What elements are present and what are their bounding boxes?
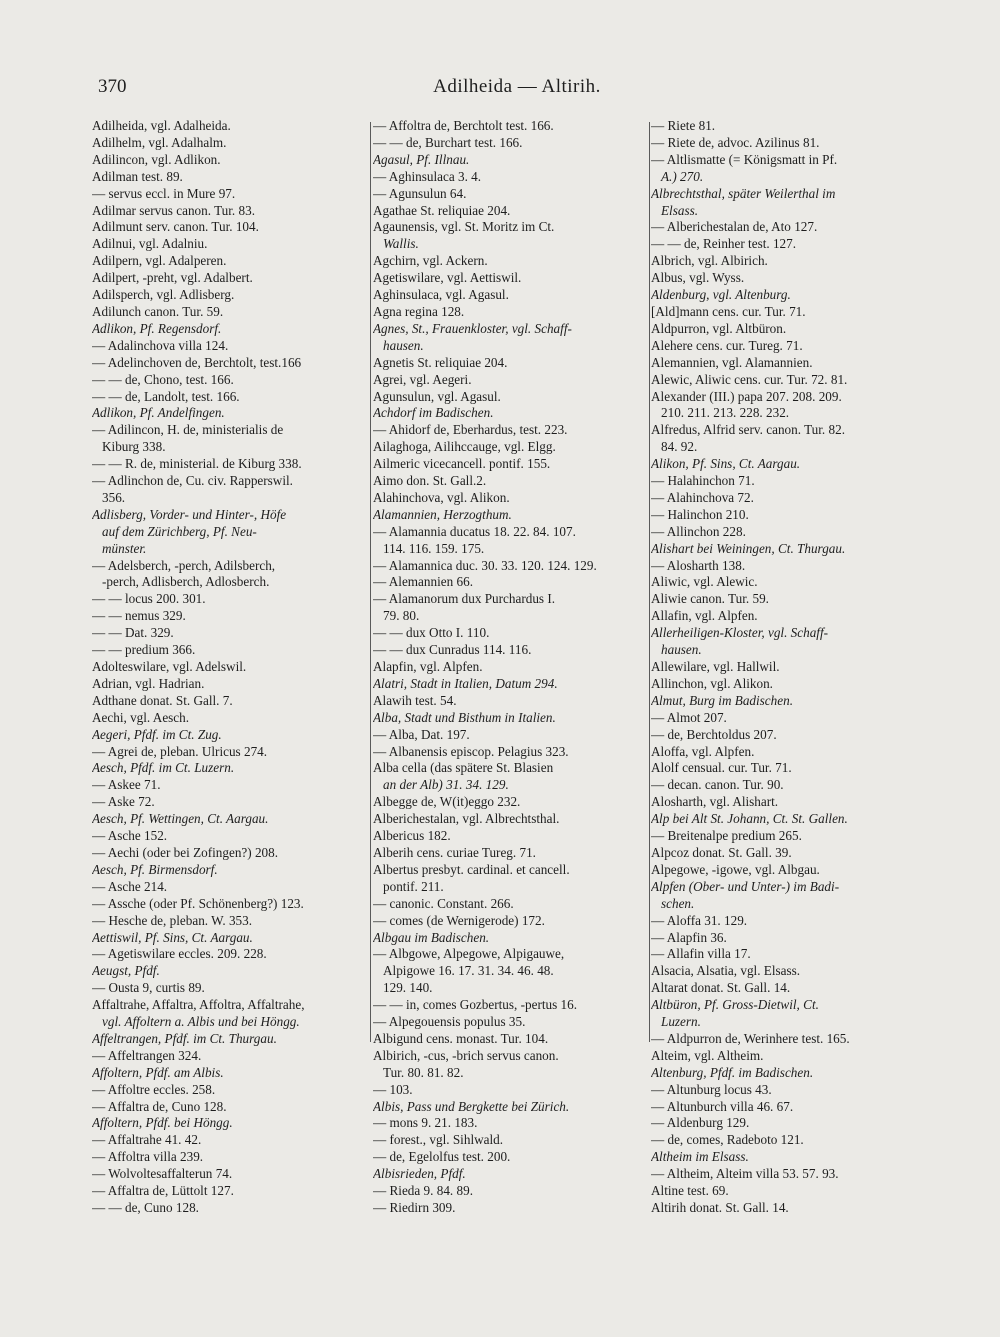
index-entry-line: hausen. [661, 642, 702, 658]
index-entry-line: — — de, Chono, test. 166. [92, 371, 234, 387]
index-entry-line: — Aechi (oder bei Zofingen?) 208. [92, 844, 279, 860]
index-entry-line: — Altunburch villa 46. 67. [651, 1098, 794, 1114]
index-entry-line: — Halinchon 210. [651, 506, 749, 522]
index-entry-line: an der Alb) 31. 34. 129. [383, 777, 509, 793]
index-entry-line: Alpegowe, -igowe, vgl. Albgau. [651, 861, 820, 877]
index-entry-line: Alamannien, Herzogthum. [373, 506, 512, 522]
index-entry-line: Adilmar servus canon. Tur. 83. [92, 202, 256, 218]
index-entry-line: — Affaltra de, Lüttolt 127. [92, 1183, 234, 1199]
index-entry-line: Affoltern, Pfdf. bei Höngg. [92, 1115, 233, 1131]
index-entry-line: Aegeri, Pfdf. im Ct. Zug. [92, 726, 222, 742]
index-entry-line: Adilincon, vgl. Adlikon. [92, 151, 221, 167]
index-entry-line: Aesch, Pf. Birmensdorf. [92, 861, 218, 877]
index-entry-line: -perch, Adlisberch, Adlosberch. [102, 574, 270, 590]
index-entry-line: [Ald]mann cens. cur. Tur. 71. [651, 303, 806, 319]
index-entry-line: Alp bei Alt St. Johann, Ct. St. Gallen. [651, 811, 848, 827]
index-entry-line: — Assche (oder Pf. Schönenberg?) 123. [92, 895, 304, 911]
index-entry-line: Alsacia, Alsatia, vgl. Elsass. [651, 963, 801, 979]
index-entry-line: Adlisberg, Vorder- und Hinter-, Höfe [92, 506, 287, 522]
index-entry-line: — de, Egelolfus test. 200. [373, 1149, 511, 1165]
index-entry-line: Affaltrahe, Affaltra, Affoltra, Affaltrahe, [92, 997, 305, 1013]
column-divider [649, 122, 650, 1042]
index-entry-line: — — de, Burchart test. 166. [373, 134, 523, 150]
index-entry-line: — Alemannien 66. [373, 574, 473, 590]
index-entry-line: Adilman test. 89. [92, 168, 183, 184]
index-entry-line: Adilhelm, vgl. Adalhalm. [92, 134, 227, 150]
index-entry-line: Aeugst, Pfdf. [92, 963, 160, 979]
index-entry-line: — Alahinchova 72. [651, 489, 754, 505]
index-entry-line: Achdorf im Badischen. [373, 405, 494, 421]
index-entry-line: Albrechtsthal, später Weilerthal im [651, 185, 836, 201]
index-entry-line: — Alamannia ducatus 18. 22. 84. 107. [373, 523, 576, 539]
index-entry-line: Albegge de, W(it)eggo 232. [373, 794, 521, 810]
index-entry-line: Alexander (III.) papa 207. 208. 209. [651, 388, 842, 404]
index-entry-line: — canonic. Constant. 266. [373, 895, 514, 911]
index-entry-line: — — predium 366. [92, 642, 196, 658]
index-entry-line: hausen. [383, 337, 424, 353]
index-entry-line: — — nemus 329. [92, 608, 186, 624]
index-entry-line: — Allinchon 228. [651, 523, 746, 539]
index-entry-line: — Adlinchon de, Cu. civ. Rapperswil. [92, 473, 293, 489]
index-entry-line: — Altunburg locus 43. [651, 1081, 772, 1097]
index-entry-line: — Alapfin 36. [651, 929, 727, 945]
index-entry-line: Agunsulun, vgl. Agasul. [373, 388, 501, 404]
index-entry-line: — Alpegouensis populus 35. [373, 1014, 526, 1030]
index-column-3 [651, 118, 933, 1217]
index-entry-line: Aghinsulaca, vgl. Agasul. [373, 287, 509, 303]
index-entry-line: vgl. Affoltern a. Albis und bei Höngg. [102, 1014, 300, 1030]
index-entry-line: Alberih cens. curiae Tureg. 71. [373, 844, 536, 860]
index-entry-line: — Adilincon, H. de, ministerialis de [92, 422, 284, 438]
index-entry-line: Aliwie canon. Tur. 59. [651, 591, 769, 607]
index-entry-line: Alewic, Aliwic cens. cur. Tur. 72. 81. [651, 371, 848, 387]
index-entry-line: — — in, comes Gozbertus, -pertus 16. [373, 997, 578, 1013]
index-entry-line: Altenburg, Pfdf. im Badischen. [651, 1064, 814, 1080]
index-entry-line: — Albanensis episcop. Pelagius 323. [373, 743, 569, 759]
index-entry-line: — Alamanorum dux Purchardus I. [373, 591, 556, 607]
index-entry-line: Adilpert, -preht, vgl. Adalbert. [92, 270, 253, 286]
index-entry-line: — — locus 200. 301. [92, 591, 206, 607]
index-entry-line: — Asche 152. [92, 828, 168, 844]
index-entry-line: schen. [661, 895, 695, 911]
page-number: 370 [98, 76, 127, 97]
index-entry-line: — forest., vgl. Sihlwald. [373, 1132, 504, 1148]
index-entry-line: — Askee 71. [92, 777, 161, 793]
index-entry-line: — Rieda 9. 84. 89. [373, 1183, 473, 1199]
index-entry-line: Adlikon, Pf. Regensdorf. [92, 320, 222, 336]
index-entry-line: Elsass. [661, 202, 699, 218]
index-entry-line: Altheim im Elsass. [651, 1149, 749, 1165]
index-entry-line: — Aloffa 31. 129. [651, 912, 748, 928]
index-entry-line: Allewilare, vgl. Hallwil. [651, 659, 780, 674]
index-entry-line: — Affoltra villa 239. [92, 1149, 204, 1165]
index-entry-line: Adthane donat. St. Gall. 7. [92, 692, 233, 708]
index-entry-line: — — dux Otto I. 110. [373, 625, 490, 641]
index-entry-line: Adilheida, vgl. Adalheida. [92, 118, 231, 133]
index-entry-line: — Riedirn 309. [373, 1200, 456, 1215]
index-entry-line: Adilsperch, vgl. Adlisberg. [92, 287, 235, 303]
index-entry-line: Almut, Burg im Badischen. [651, 692, 793, 708]
index-entry-line: A.) 270. [661, 168, 704, 184]
index-entry-line: — Agunsulun 64. [373, 185, 467, 201]
index-entry-line: Affoltern, Pfdf. am Albis. [92, 1064, 224, 1080]
index-entry-line: Alpcoz donat. St. Gall. 39. [651, 844, 792, 860]
index-entry-line: Alishart bei Weiningen, Ct. Thurgau. [651, 540, 846, 556]
index-entry-line: — de, comes, Radeboto 121. [651, 1132, 804, 1148]
index-entry-line: Alba, Stadt und Bisthum in Italien. [373, 709, 556, 725]
index-column-2 [373, 118, 643, 1217]
index-entry-line: — 103. [373, 1081, 413, 1097]
index-entry-line: Agchirn, vgl. Ackern. [373, 253, 488, 269]
index-entry-line: — Allafin villa 17. [651, 946, 751, 962]
index-entry-line: Alatri, Stadt in Italien, Datum 294. [373, 675, 558, 691]
index-entry-line: Albigund cens. monast. Tur. 104. [373, 1030, 549, 1046]
index-entry-line: Aldpurron, vgl. Altbüron. [651, 320, 787, 336]
index-entry-line: — Almot 207. [651, 709, 727, 725]
index-entry-line: — — de, Landolt, test. 166. [92, 388, 240, 404]
index-entry-line: Albgau im Badischen. [373, 929, 490, 945]
index-entry-line: Altine test. 69. [651, 1183, 729, 1199]
index-entry-line: Alfredus, Alfrid serv. canon. Tur. 82. [651, 422, 846, 438]
index-entry-line: — Adalinchova villa 124. [92, 337, 229, 353]
index-entry-line: — Hesche de, pleban. W. 353. [92, 912, 253, 928]
index-entry-line: Alolf censual. cur. Tur. 71. [651, 760, 792, 776]
index-entry-line: — servus eccl. in Mure 97. [92, 185, 236, 201]
index-entry-line: Agasul, Pf. Illnau. [373, 151, 470, 167]
index-column-1 [92, 118, 364, 1217]
index-entry-line: Aliwic, vgl. Alewic. [651, 574, 758, 590]
index-entry-line: Adilnui, vgl. Adalniu. [92, 236, 208, 252]
index-entry-line: — Ahidorf de, Eberhardus, test. 223. [373, 422, 568, 438]
index-entry-line: 114. 116. 159. 175. [383, 540, 485, 556]
index-entry-line: Alapfin, vgl. Alpfen. [373, 659, 483, 674]
index-entry-line: — Altheim, Alteim villa 53. 57. 93. [651, 1166, 839, 1182]
index-entry-line: Alosharth, vgl. Alishart. [651, 794, 779, 810]
index-entry-line: Altarat donat. St. Gall. 14. [651, 980, 791, 996]
index-entry-line: Adolteswilare, vgl. Adelswil. [92, 659, 247, 674]
index-entry-line: Albisrieden, Pfdf. [373, 1166, 466, 1182]
index-entry-line: — — dux Cunradus 114. 116. [373, 642, 532, 658]
index-entry-line: Adilpern, vgl. Adalperen. [92, 253, 227, 269]
index-entry-line: Agaunensis, vgl. St. Moritz im Ct. [373, 219, 555, 235]
index-entry-line: Ailaghoga, Ailihccauge, vgl. Elgg. [373, 439, 556, 455]
index-entry-line: — Aldenburg 129. [651, 1115, 750, 1131]
column-divider [370, 122, 371, 1042]
index-entry-line: — — R. de, ministerial. de Kiburg 338. [92, 456, 302, 472]
index-entry-line: Albirich, -cus, -brich servus canon. [373, 1047, 559, 1063]
index-entry-line: Albrich, vgl. Albirich. [651, 253, 768, 269]
index-entry-line: — Aske 72. [92, 794, 155, 810]
index-entry-line: Alawih test. 54. [373, 692, 457, 708]
index-entry-line: — Agetiswilare eccles. 209. 228. [92, 946, 267, 962]
index-entry-line: 210. 211. 213. 228. 232. [661, 405, 790, 421]
index-entry-line: — comes (de Wernigerode) 172. [373, 912, 545, 928]
index-entry-line: — Halahinchon 71. [651, 473, 755, 489]
index-entry-line: Albertus presbyt. cardinal. et cancell. [373, 861, 570, 877]
index-entry-line: — Alamannica duc. 30. 33. 120. 124. 129. [373, 557, 597, 573]
page-header [98, 74, 936, 100]
index-entry-line: Alahinchova, vgl. Alikon. [373, 489, 510, 505]
index-entry-line: Alberichestalan, vgl. Albrechtsthal. [373, 811, 560, 827]
index-entry-line: Agnetis St. reliquiae 204. [373, 354, 508, 370]
index-entry-line: — decan. canon. Tur. 90. [651, 777, 784, 793]
index-entry-line: Affeltrangen, Pfdf. im Ct. Thurgau. [92, 1030, 277, 1046]
index-entry-line: — Affaltrahe 41. 42. [92, 1132, 202, 1148]
index-entry-line: Agetiswilare, vgl. Aettiswil. [373, 270, 522, 286]
index-entry-line: Adlikon, Pf. Andelfingen. [92, 405, 225, 421]
index-entry-line: Kiburg 338. [102, 439, 166, 455]
index-entry-line: auf dem Zürichberg, Pf. Neu- [102, 523, 257, 539]
index-entry-line: Altbüron, Pf. Gross-Dietwil, Ct. [651, 997, 819, 1013]
index-entry-line: — Aghinsulaca 3. 4. [373, 168, 482, 184]
index-entry-line: — Wolvoltesaffalterun 74. [92, 1166, 233, 1182]
index-entry-line: münster. [102, 540, 147, 556]
index-entry-line: — Alosharth 138. [651, 557, 746, 573]
index-entry-line: Allinchon, vgl. Alikon. [651, 675, 773, 691]
index-entry-line: — Breitenalpe predium 265. [651, 828, 802, 844]
index-entry-line: — Alberichestalan de, Ato 127. [651, 219, 818, 235]
index-entry-line: 356. [102, 489, 126, 505]
index-entry-line: Aloffa, vgl. Alpfen. [651, 743, 755, 759]
index-entry-line: Alpfen (Ober- und Unter-) im Badi- [651, 878, 840, 894]
index-entry-line: — Altlismatte (= Königsmatt in Pf. [651, 151, 838, 167]
index-entry-line: Alpigowe 16. 17. 31. 34. 46. 48. [383, 963, 554, 979]
index-entry-line: Adilmunt serv. canon. Tur. 104. [92, 219, 259, 235]
index-entry-line: Aesch, Pfdf. im Ct. Luzern. [92, 760, 235, 776]
index-entry-line: — — de, Reinher test. 127. [651, 236, 797, 252]
index-entry-line: Adilunch canon. Tur. 59. [92, 303, 224, 319]
index-entry-line: Luzern. [661, 1014, 701, 1030]
index-entry-line: 79. 80. [383, 608, 420, 624]
index-entry-line: Agathae St. reliquiae 204. [373, 202, 511, 218]
index-entry-line: Agna regina 128. [373, 303, 465, 319]
index-entry-line: — Albgowe, Alpegowe, Alpigauwe, [373, 946, 565, 962]
index-entry-line: Alteim, vgl. Altheim. [651, 1047, 764, 1063]
index-entry-line: pontif. 211. [383, 878, 444, 894]
index-entry-line: Agrei, vgl. Aegeri. [373, 371, 472, 387]
index-entry-line: Alehere cens. cur. Tureg. 71. [651, 337, 803, 353]
index-entry-line: — — Dat. 329. [92, 625, 174, 641]
running-title: Adilheida — Altirih. [433, 76, 601, 97]
index-entry-line: Aesch, Pf. Wettingen, Ct. Aargau. [92, 811, 269, 827]
index-entry-line: 84. 92. [661, 439, 698, 455]
index-entry-line: — — de, Cuno 128. [92, 1200, 199, 1215]
index-entry-line: Agnes, St., Frauenkloster, vgl. Schaff- [373, 320, 572, 336]
index-entry-line: Allerheiligen-Kloster, vgl. Schaff- [651, 625, 829, 641]
index-entry-line: — Affaltra de, Cuno 128. [92, 1098, 227, 1114]
index-entry-line: Wallis. [383, 236, 419, 252]
index-entry-line: — Affoltra de, Berchtolt test. 166. [373, 118, 554, 133]
index-entry-line: — Riete de, advoc. Azilinus 81. [651, 134, 820, 150]
index-entry-line: Aldenburg, vgl. Altenburg. [651, 287, 791, 303]
index-entry-line: — Affeltrangen 324. [92, 1047, 202, 1063]
index-entry-line: Aechi, vgl. Aesch. [92, 709, 190, 725]
index-entry-line: Tur. 80. 81. 82. [383, 1064, 464, 1080]
index-entry-line: Aettiswil, Pf. Sins, Ct. Aargau. [92, 929, 253, 945]
index-entry-line: — Agrei de, pleban. Ulricus 274. [92, 743, 268, 759]
index-entry-line: — Affoltre eccles. 258. [92, 1081, 216, 1097]
index-entry-line: Adrian, vgl. Hadrian. [92, 675, 205, 691]
index-entry-line: — mons 9. 21. 183. [373, 1115, 478, 1131]
index-entry-line: — Adelsberch, -perch, Adilsberch, [92, 557, 276, 573]
index-entry-line: 129. 140. [383, 980, 433, 996]
index-entry-line: — Aldpurron de, Werinhere test. 165. [651, 1030, 850, 1046]
index-entry-line: — Asche 214. [92, 878, 168, 894]
index-entry-line: Allafin, vgl. Alpfen. [651, 608, 758, 624]
index-entry-line: Albis, Pass und Bergkette bei Zürich. [373, 1098, 570, 1114]
index-entry-line: Alikon, Pf. Sins, Ct. Aargau. [651, 456, 801, 472]
index-entry-line: Ailmeric vicecancell. pontif. 155. [373, 456, 551, 472]
index-entry-line: Albericus 182. [373, 828, 451, 844]
index-entry-line: Albus, vgl. Wyss. [651, 270, 745, 286]
index-entry-line: — Ousta 9, curtis 89. [92, 980, 205, 996]
index-entry-line: Alemannien, vgl. Alamannien. [651, 354, 813, 370]
index-entry-line: — Riete 81. [651, 118, 716, 133]
index-entry-line: — de, Berchtoldus 207. [651, 726, 777, 742]
index-entry-line: Alba cella (das spätere St. Blasien [373, 760, 554, 776]
index-entry-line: Aimo don. St. Gall.2. [373, 473, 487, 489]
index-entry-line: — Alba, Dat. 197. [373, 726, 470, 742]
index-entry-line: Altirih donat. St. Gall. 14. [651, 1200, 789, 1215]
index-entry-line: — Adelinchoven de, Berchtolt, test.166 [92, 354, 302, 370]
